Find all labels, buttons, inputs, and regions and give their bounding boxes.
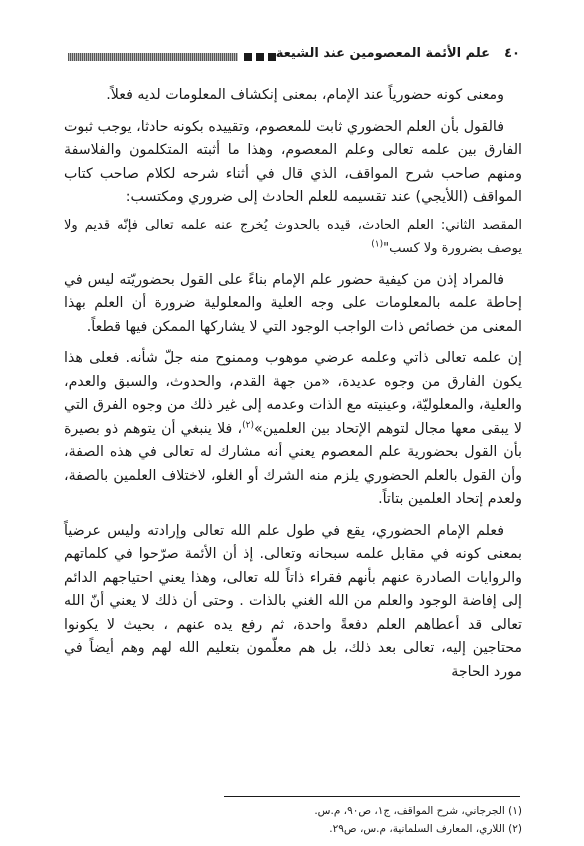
paragraph-meaning: فالمراد إذن من كيفية حضور علم الإمام بناءً على القول بحضوريّته ليس في إحاطة علمه بالمعلومات على وجه العلية والمعلولية ضرورة أن العلم بهذا المعنى من خصائص ذات الواجب الوجود التي لا يشاركها الممكن فيها قطعاً. [64,271,522,335]
running-title: علم الأئمة المعصومين عند الشيعة [275,46,490,61]
footnote-marker-2: (٢) [242,419,255,430]
footnote-1: (١) الجرجاني، شرح المواقف، ج١، ص٩٠، م.س. [314,805,522,817]
ornament-square [256,53,264,61]
paragraph-imam-knowledge: فعلم الإمام الحضوري، يقع في طول علم الله تعالى وإرادته وليس عرضياً بمعنى كونه في مقابل علمه سبحانه وتعالى. إذ أن الأئمة صرّحوا في كلماتهم والروايات الصادرة عنهم بأنهم فقراء ذاتاً لله تعالى، وهذا يعني احتياجهم الدائم إلى إفاضة الوجود والعلم من الله الغني بالذات . وحتى أن ذلك لا يعني أنّ الله تعالى قد أعطاهم العلم دفعةً واحدة، ثم رفع يده عنهم ، بحيث لا يكونوا محتاجين إليه، تعالى بعد ذلك، بل هم معلّمون بتعليم الله لهم وهم أيضاً في مورد الحاجة [64,522,522,680]
quote-close-mark: " [383,241,390,256]
paragraph-difference-text: إن علمه تعالى ذاتي وعلمه عرضي موهوب وممنوح منه جلّ شأنه. فعلى هذا يكون الفارق من وجوه عديدة، «من جهة القدم، والحدوث، والسبق والعدم، والعلية، والمعلوليّة، وعينيته مع الذات وعدمه إلى غير ذلك من وجوه الفرق التي لا يبقى معها مجال لتوهم الإتحاد بين العلمين» [64,350,523,437]
ornament-square [268,53,276,61]
paragraph-presence: فالقول بأن العلم الحضوري ثابت للمعصوم، وتقييده بكونه حادثا، يوجب ثبوت الفارق بين علمه تعالى وعلم المعصوم، وهذا ما أثبته المتكلمون والفلاسفة ومنهم صاحب شرح المواقف، الذي قال في أثناء شرحه لكلام صاحب كتاب المواقف (اللأيجي) عند تقسيمه للعلم الحادث إلى ضروري ومكتسب: [64,118,522,205]
footnote-marker-1: (١) [371,239,384,250]
paragraph-intro: ومعنى كونه حضورياً عند الإمام، بمعنى إنكشاف المعلومات لديه فعلاً. [106,87,504,103]
paragraph-difference-continued: ، فلا ينبغي أن يتوهم ذو بصيرة بأن القول بحضورية علم المعصوم يعني أنه مشارك له تعالى في هذه الصفة، وأن القول بالعلم الحضوري يلزم منه الشرك أو الغلو، لاختلاف العلمين بالصفة، ولعدم إتحاد العلمين بتاتاً. [64,420,522,507]
quotation [64,214,522,261]
footnote-2: (٢) اللاري، المعارف السلمانية، م.س، ص٢٩. [329,823,522,835]
ornament-bar [68,53,238,61]
running-header [68,44,520,68]
paragraph-difference [64,347,522,512]
footnotes [64,802,522,838]
quotation-text: المقصد الثاني: العلم الحادث، قيده بالحدوث يُخرج عنه علمه تعالى فإنّه قديم ولا يوصف بضرورة ولا كسب [64,217,522,256]
page-number: ٤٠ [504,46,520,61]
main-text [64,84,522,684]
footnote-separator [224,796,520,797]
header-ornament [68,53,280,61]
ornament-square [244,53,252,61]
